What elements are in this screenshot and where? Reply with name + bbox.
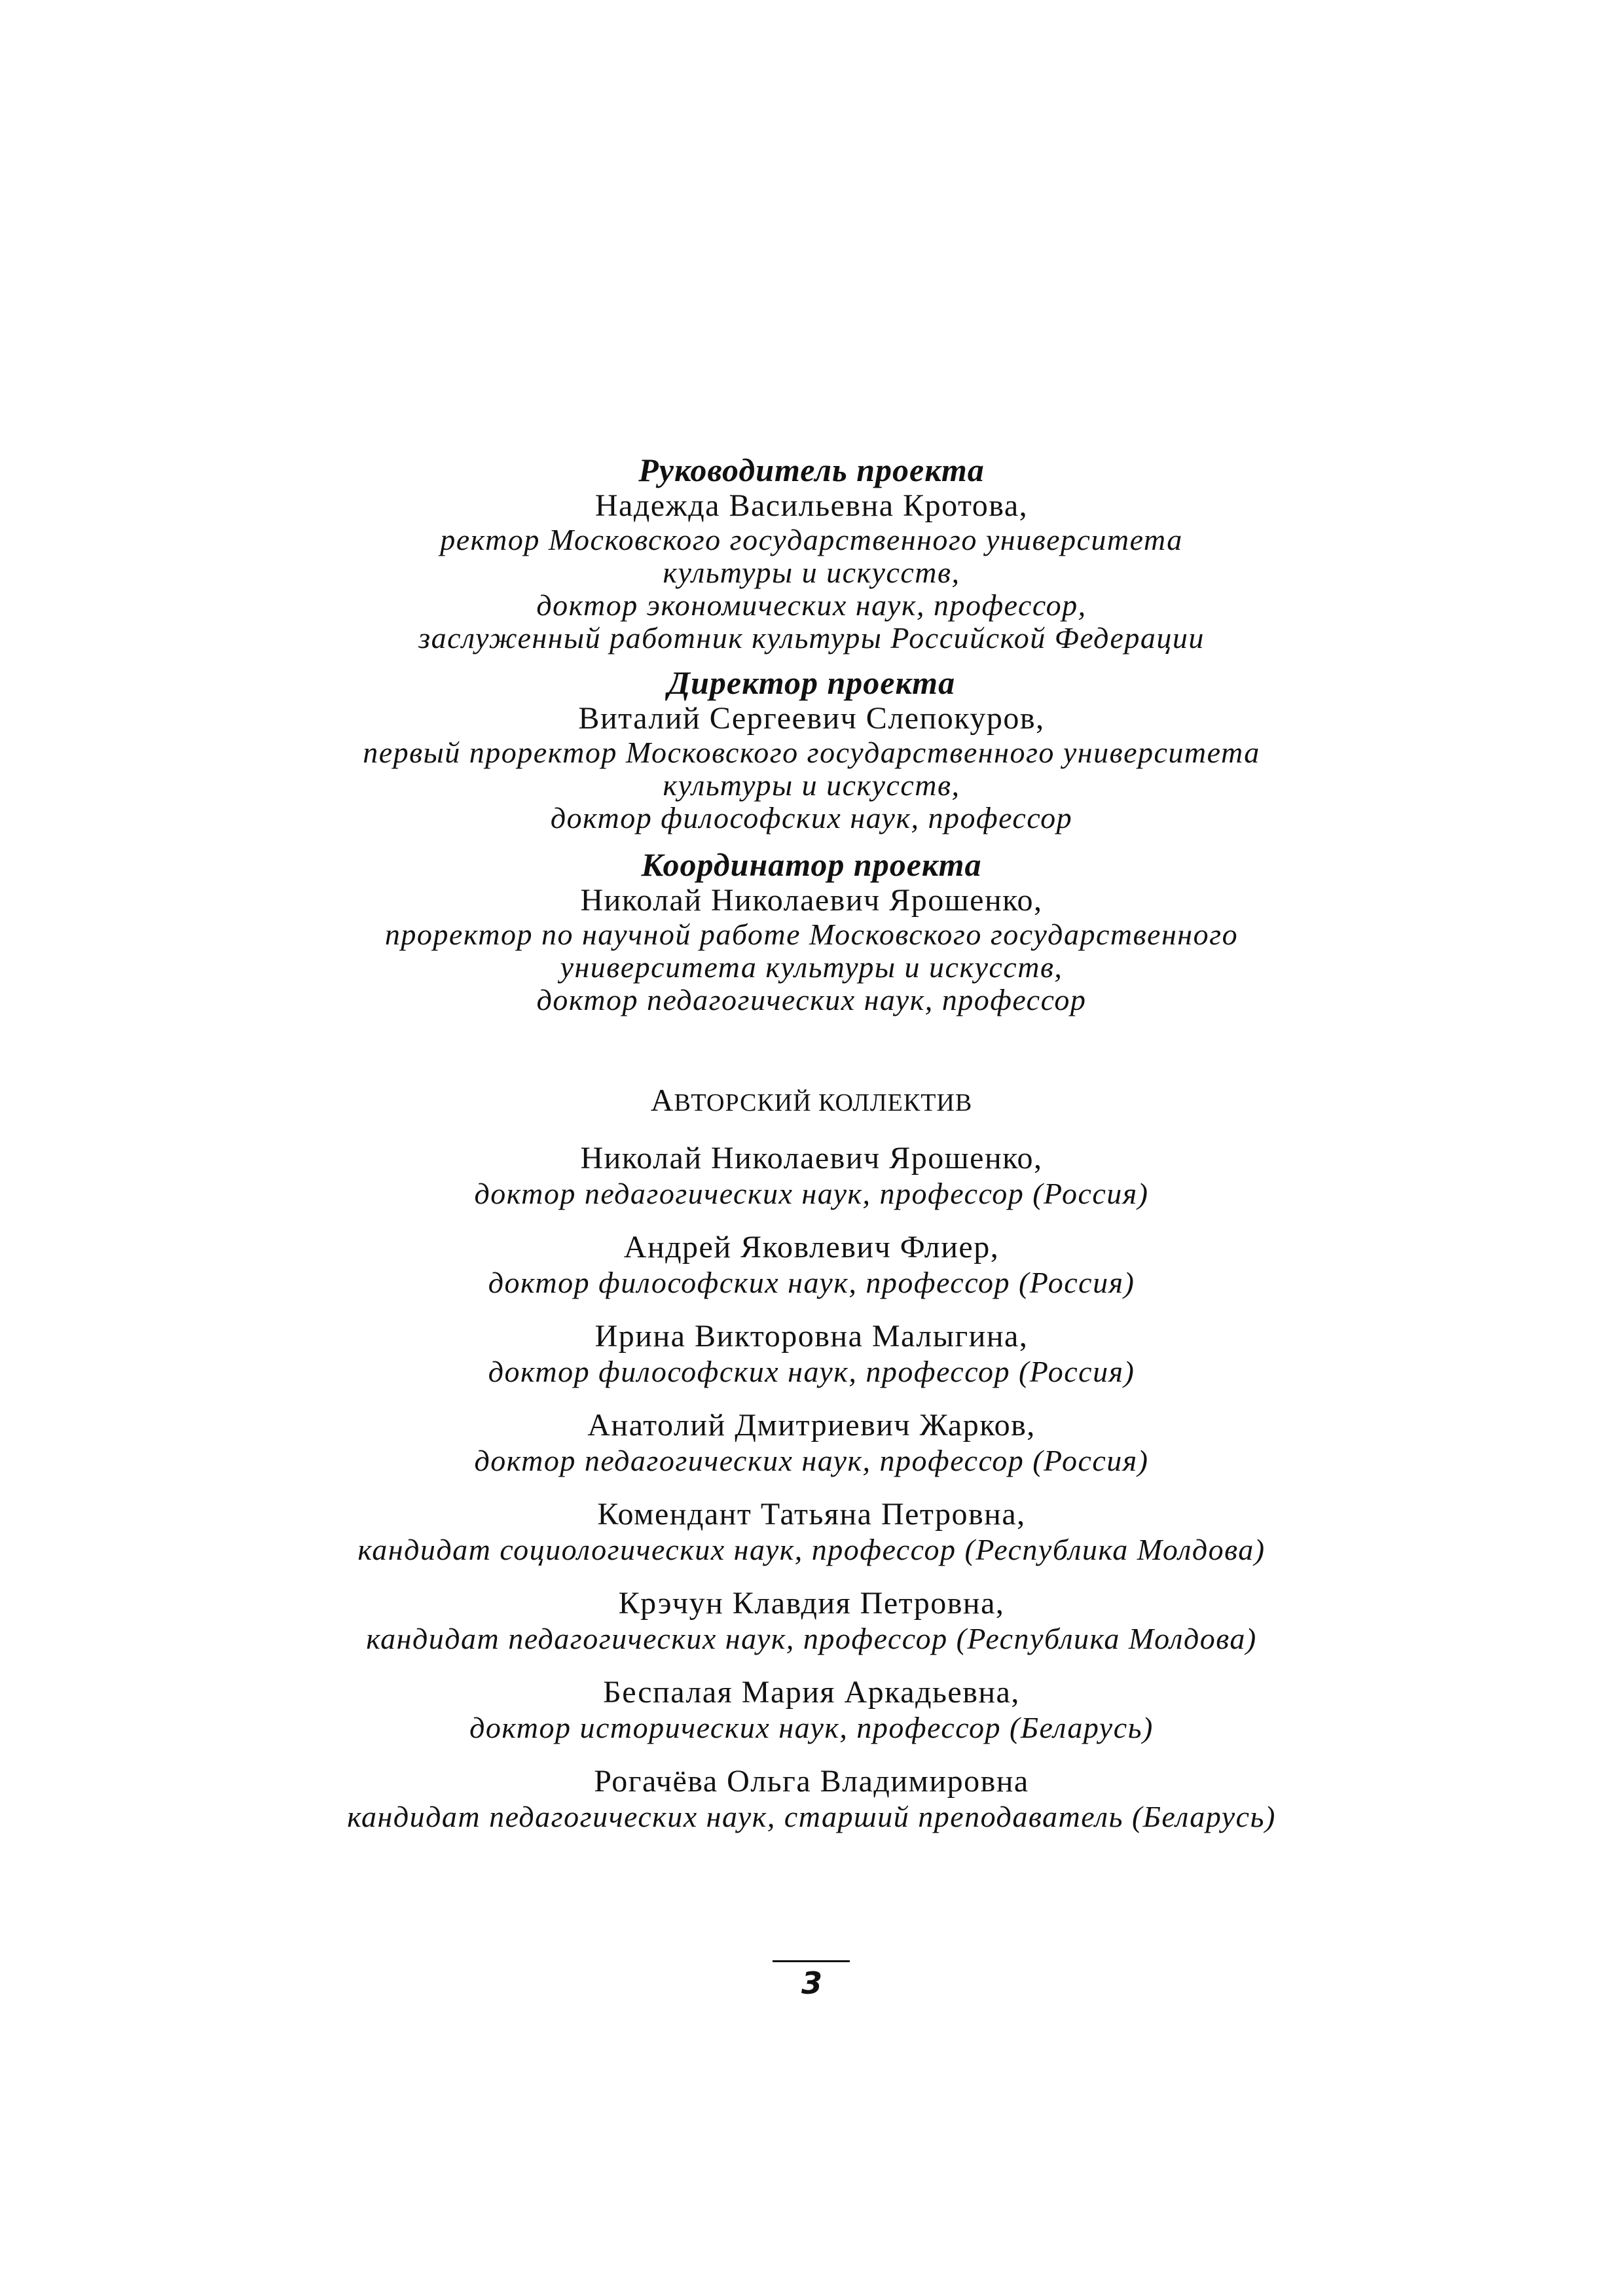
person-credentials: культуры и искусств, xyxy=(663,768,960,802)
person-name: Надежда Васильевна Кротова, xyxy=(594,488,1029,523)
person-name: Николай Николаевич Ярошенко, xyxy=(580,883,1043,918)
author-name: Андрей Яковлевич Флиер, xyxy=(623,1230,1000,1265)
author-name: Николай Николаевич Ярошенко, xyxy=(580,1141,1043,1175)
author-entry xyxy=(0,1674,1623,1745)
authors-section-title xyxy=(0,1083,1623,1118)
person-credentials: первый проректор Московского государственного университета xyxy=(363,736,1260,769)
author-credentials: доктор исторических наук, профессор (Беларусь) xyxy=(469,1711,1154,1744)
person-credentials: доктор экономических наук, профессор, xyxy=(536,588,1087,622)
author-name: Крэчун Клавдия Петровна, xyxy=(618,1586,1005,1621)
person-credentials: проректор по научной работе Московского государственного xyxy=(384,918,1239,951)
author-name: Комендант Татьяна Петровна, xyxy=(597,1497,1026,1532)
person-credentials: доктор педагогических наук, профессор xyxy=(536,983,1087,1016)
author-name: Ирина Викторовна Малыгина, xyxy=(594,1319,1029,1354)
author-entry xyxy=(0,1140,1623,1211)
author-entry xyxy=(0,1585,1623,1656)
author-credentials: доктор педагогических наук, профессор (Россия) xyxy=(474,1444,1149,1477)
author-credentials: доктор философских наук, профессор (Россия) xyxy=(488,1266,1135,1299)
page-number-rule xyxy=(773,1960,850,1962)
section-title-initial: А xyxy=(650,1083,674,1118)
author-credentials: кандидат социологических наук, профессор (Республика Молдова) xyxy=(357,1533,1266,1566)
author-name: Беспалая Мария Аркадьевна, xyxy=(603,1675,1020,1710)
project-director-block xyxy=(0,664,1623,834)
person-credentials: культуры и искусств, xyxy=(663,556,960,589)
author-name: Анатолий Дмитриевич Жарков, xyxy=(587,1408,1036,1443)
role-title: Директор проекта xyxy=(667,664,956,701)
author-credentials: кандидат педагогических наук, профессор (Республика Молдова) xyxy=(366,1622,1257,1655)
person-credentials: ректор Московского государственного университета xyxy=(440,523,1183,556)
page-number: 3 xyxy=(801,1965,822,2001)
project-coordinator-block xyxy=(0,846,1623,1016)
person-credentials: заслуженный работник культуры Российской Федерации xyxy=(418,621,1205,655)
role-title: Координатор проекта xyxy=(641,846,982,883)
project-leader-block xyxy=(0,452,1623,655)
person-credentials: университета культуры и искусств, xyxy=(560,950,1063,984)
section-title-rest: ВТОРСКИЙ КОЛЛЕКТИВ xyxy=(674,1089,973,1117)
author-credentials: кандидат педагогических наук, старший преподаватель (Беларусь) xyxy=(347,1800,1276,1833)
author-entry xyxy=(0,1763,1623,1834)
author-credentials: доктор педагогических наук, профессор (Россия) xyxy=(474,1177,1149,1210)
author-credentials: доктор философских наук, профессор (Россия) xyxy=(488,1355,1135,1388)
author-entry xyxy=(0,1318,1623,1389)
role-title: Руководитель проекта xyxy=(638,452,985,488)
author-entry xyxy=(0,1407,1623,1478)
author-entry xyxy=(0,1496,1623,1567)
author-name: Рогачёва Ольга Владимировна xyxy=(594,1764,1029,1799)
person-name: Виталий Сергеевич Слепокуров, xyxy=(578,701,1045,736)
person-credentials: доктор философских наук, профессор xyxy=(550,801,1073,834)
author-entry xyxy=(0,1229,1623,1300)
